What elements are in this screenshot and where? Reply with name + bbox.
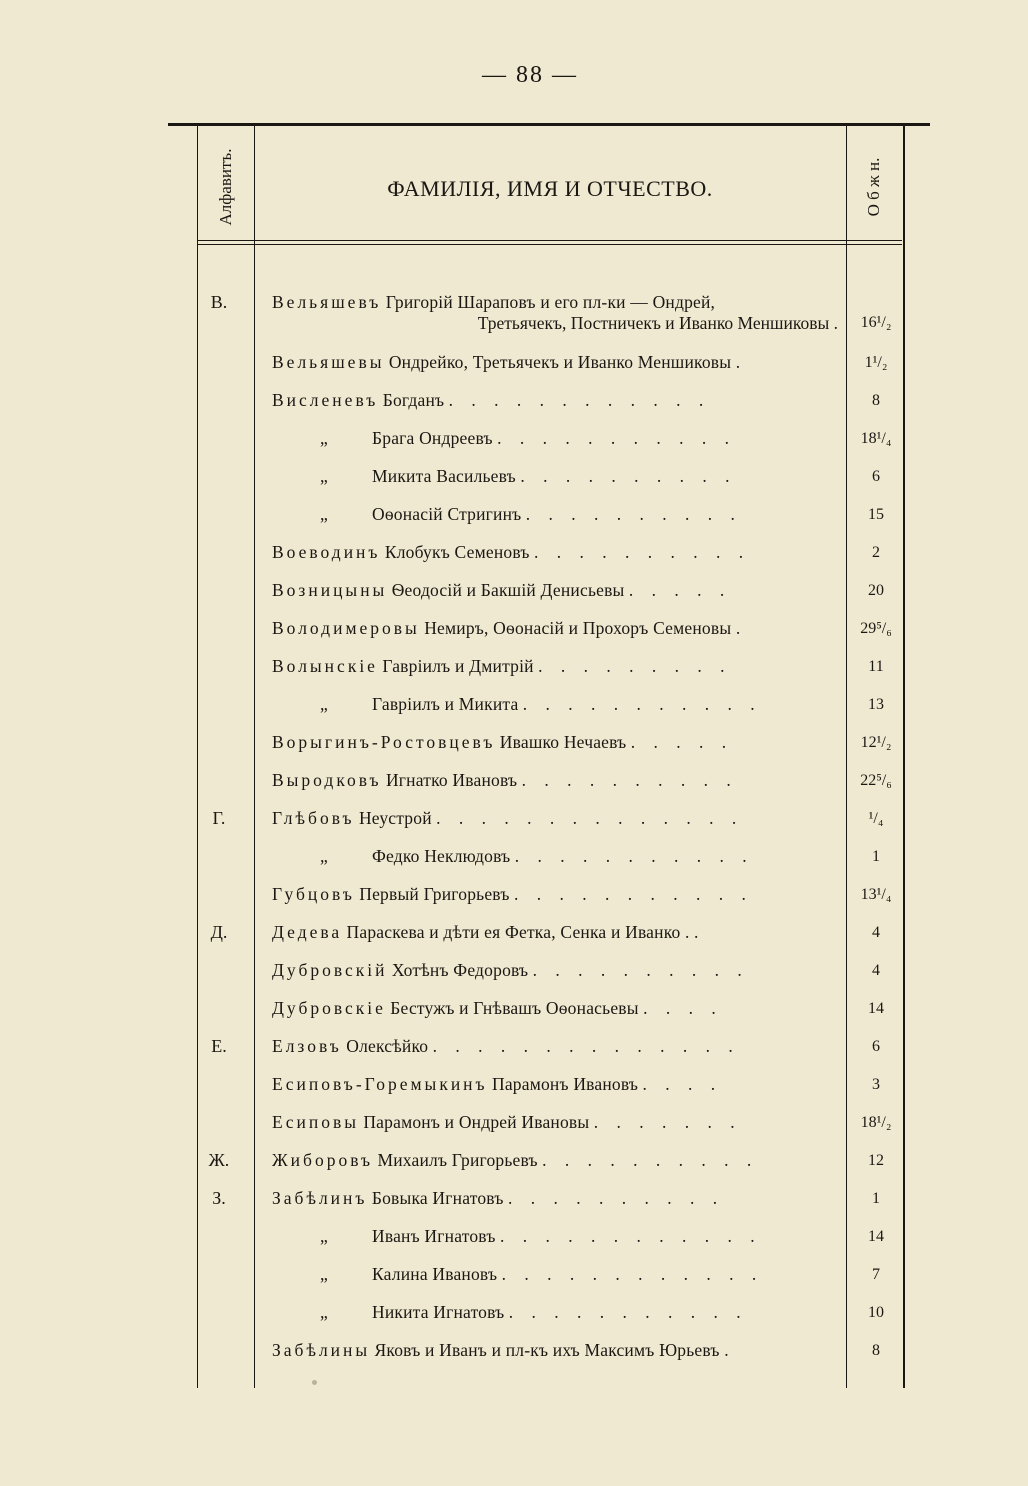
dot-leader: . . . . . [630, 732, 734, 752]
entry-text [272, 1112, 838, 1133]
obzh-value: 18¹/₄ [860, 430, 892, 447]
table-row [0, 1296, 1028, 1334]
dot-leader: . . . . . . . . . . [507, 1188, 725, 1208]
dot-leader: . . . . . . . . . . . . [501, 1264, 764, 1284]
obzh-value: 4 [872, 924, 880, 941]
obzh-value: 4 [872, 962, 880, 979]
ditto-mark: „ [320, 1302, 328, 1322]
table-row [0, 688, 1028, 726]
given-names: Гавріилъ и Дмитрій [382, 656, 534, 676]
entry-text [272, 580, 838, 601]
surname: Есиповы [272, 1112, 359, 1132]
table-row [0, 726, 1028, 764]
surname: Висленевъ [272, 390, 379, 410]
surname: Ворыгинъ-Ростовцевъ [272, 732, 496, 752]
surname: Дубровскій [272, 960, 388, 980]
obzh-value: 18¹/₂ [860, 1114, 892, 1131]
table-row [0, 498, 1028, 536]
table-row [0, 1220, 1028, 1258]
dot-leader: . . . . . . . . . . [520, 466, 737, 486]
entry-text [272, 618, 838, 639]
given-names: Первый Григорьевъ [359, 884, 510, 904]
entry-text [272, 542, 838, 563]
table-row [0, 992, 1028, 1030]
table-row [0, 612, 1028, 650]
dot-leader: . . . . . . . . . . . . . . [432, 1036, 740, 1056]
given-names: Григорій Шараповъ и его пл-ки — Ондрей, [385, 292, 716, 312]
ditto-mark: „ [320, 694, 328, 714]
obzh-value: 7 [872, 1266, 880, 1283]
dot-leader: . . . . . . . . . . [525, 504, 742, 524]
entry-text [320, 504, 838, 525]
given-names: Неустрой [358, 808, 432, 828]
entry-text [272, 770, 838, 791]
surname: Волынскіе [272, 656, 378, 676]
given-names: Олексѣйко [346, 1036, 429, 1056]
entry-text [272, 922, 838, 943]
surname: Губцовъ [272, 884, 355, 904]
given-names: Немиръ, Оѳонасій и Прохоръ Семеновы . [424, 618, 741, 638]
entry-text [272, 732, 838, 753]
given-names: Параскева и дѣти ея Фетка, Сенка и Иванко . [346, 922, 690, 942]
entry-text [272, 352, 838, 373]
surname: Жиборовъ [272, 1150, 374, 1170]
dot-leader: . . . . [643, 998, 723, 1018]
entry-text [272, 1150, 838, 1171]
given-names: Богданъ [382, 390, 445, 410]
entry-text [272, 390, 838, 411]
entry-text [272, 292, 838, 313]
dot-leader: . . . . . . . . . . . . [499, 1226, 762, 1246]
given-names: Федко Неклюдовъ [372, 846, 511, 866]
obzh-value: 8 [872, 392, 880, 409]
entry-text [320, 846, 838, 867]
given-names: Оѳонасій Стригинъ [372, 504, 522, 524]
table-row [0, 1258, 1028, 1296]
dot-leader: . . . . . . . . . . [532, 960, 749, 980]
entry-text [320, 694, 838, 715]
table-row [0, 1030, 1028, 1068]
table-row [0, 384, 1028, 422]
entry-text [272, 808, 838, 829]
dot-leader: . [694, 922, 706, 942]
given-names: Ѳеодосій и Бакшій Денисьевы [391, 580, 625, 600]
obzh-value: 14 [868, 1228, 884, 1245]
column-header-qty: О б ж н. [864, 157, 883, 217]
entry-text [272, 884, 838, 905]
entry-text [272, 960, 838, 981]
obzh-value: 6 [872, 468, 880, 485]
obzh-value: 20 [868, 582, 884, 599]
given-names: Михаилъ Григорьевъ [377, 1150, 538, 1170]
entry-text [320, 1264, 838, 1285]
entry-text [272, 1340, 838, 1361]
given-names: Брага Ондреевъ [372, 428, 493, 448]
obzh-value: 12 [868, 1152, 884, 1169]
table-row [0, 954, 1028, 992]
surname: Есиповъ-Горемыкинъ [272, 1074, 488, 1094]
given-names: Парамонъ Ивановъ [491, 1074, 639, 1094]
obzh-value: 12¹/₂ [860, 734, 892, 751]
obzh-value: 8 [872, 1342, 880, 1359]
obzh-value: 14 [868, 1000, 884, 1017]
dot-leader: . . . . . [628, 580, 732, 600]
surname: Выродковъ [272, 770, 382, 790]
table-row [0, 916, 1028, 954]
obzh-value: 1 [872, 848, 880, 865]
entry-text [272, 1036, 838, 1057]
table-row [0, 764, 1028, 802]
column-header-letter: Алфавитъ. [216, 148, 235, 226]
obzh-value: 16¹/₂ [860, 314, 892, 331]
dot-leader: . . . . . . . . . . [542, 1150, 759, 1170]
header-rule-top [197, 240, 902, 241]
ditto-mark: „ [320, 428, 328, 448]
alphabet-letter: Г. [212, 808, 226, 828]
ditto-mark: „ [320, 1226, 328, 1246]
dot-leader: . . . . . . . . . . [521, 770, 738, 790]
ditto-mark: „ [320, 846, 328, 866]
dot-leader: . . . . . . . . . . [534, 542, 751, 562]
surname: Воеводинъ [272, 542, 381, 562]
given-names: Яковъ и Иванъ и пл-къ ихъ Максимъ Юрьевъ . [374, 1340, 729, 1360]
surname: Возницыны [272, 580, 388, 600]
obzh-value: 13 [868, 696, 884, 713]
table-row [0, 1068, 1028, 1106]
alphabet-letter: Д. [210, 922, 228, 942]
surname: Елзовъ [272, 1036, 342, 1056]
given-names: Хотѣнъ Федоровъ [391, 960, 529, 980]
table-row [0, 1182, 1028, 1220]
table-row [0, 1144, 1028, 1182]
table-row [0, 346, 1028, 384]
given-names: Ивашко Нечаевъ [499, 732, 627, 752]
given-names: Микита Васильевъ [372, 466, 516, 486]
entry-continuation: Третьячекъ, Постничекъ и Иванко Меншиковы . [477, 313, 838, 333]
alphabet-letter: Е. [211, 1036, 227, 1056]
ditto-mark: „ [320, 1264, 328, 1284]
surname: Забѣлины [272, 1340, 371, 1360]
given-names: Бовыка Игнатовъ [371, 1188, 504, 1208]
surname: Дедева [272, 922, 343, 942]
surname: Глѣбовъ [272, 808, 355, 828]
page-number: — 88 — [482, 62, 578, 88]
dot-leader: . . . . . . . . . . . [514, 846, 754, 866]
surname: Забѣлинъ [272, 1188, 368, 1208]
dot-leader: . . . . . . . . . . . [497, 428, 737, 448]
table-row [0, 802, 1028, 840]
dot-leader: . . . . . . . . . . . . [448, 390, 711, 410]
table-top-rule [168, 123, 930, 126]
ditto-mark: „ [320, 504, 328, 524]
dot-leader: . . . . . . . [593, 1112, 742, 1132]
dot-leader: . . . . . . . . . . . [522, 694, 762, 714]
dot-leader: . . . . . . . . . . . . . . [436, 808, 744, 828]
given-names: Парамонъ и Ондрей Ивановы [363, 1112, 590, 1132]
surname: Вельяшевъ [272, 292, 382, 312]
dot-leader: . . . . [642, 1074, 723, 1094]
obzh-value: 2 [872, 544, 880, 561]
table-row [0, 460, 1028, 498]
alphabet-letter: В. [210, 292, 228, 312]
given-names: Игнатко Ивановъ [385, 770, 518, 790]
header-rule-bottom [197, 244, 902, 245]
obzh-value: 10 [868, 1304, 884, 1321]
obzh-value: 29⁵/₆ [860, 620, 892, 637]
given-names: Гавріилъ и Микита [372, 694, 519, 714]
table-row [0, 422, 1028, 460]
given-names: Клобукъ Семеновъ [384, 542, 530, 562]
entry-text [320, 466, 838, 487]
surname: Вельяшевы [272, 352, 385, 372]
entry-text [272, 998, 838, 1019]
table-row [0, 1106, 1028, 1144]
table-row [0, 286, 1028, 333]
entry-text [272, 1074, 838, 1095]
obzh-value: 15 [868, 506, 884, 523]
paper-spot [312, 1380, 317, 1385]
entry-text [272, 1188, 838, 1209]
obzh-value: 1 [872, 1190, 880, 1207]
dot-leader: . . . . . . . . . . . [508, 1302, 748, 1322]
given-names: Бестужъ и Гнѣвашъ Оѳонасьевы [390, 998, 639, 1018]
table-row [0, 840, 1028, 878]
table-row [0, 536, 1028, 574]
obzh-value: 3 [872, 1076, 880, 1093]
entry-text [320, 1226, 838, 1247]
dot-leader: . . . . . . . . . . . [513, 884, 753, 904]
entry-text [320, 428, 838, 449]
obzh-value: 13¹/₄ [860, 886, 892, 903]
obzh-value: 1¹/₂ [864, 354, 888, 371]
entry-text [320, 1302, 838, 1323]
obzh-value: 11 [868, 658, 884, 675]
given-names: Калина Ивановъ [372, 1264, 498, 1284]
alphabet-letter: Ж. [208, 1150, 230, 1170]
table-row [0, 650, 1028, 688]
given-names: Ондрейко, Третьячекъ и Иванко Меншиковы . [388, 352, 741, 372]
entry-text [272, 656, 838, 677]
given-names: Никита Игнатовъ [372, 1302, 505, 1322]
alphabet-letter: З. [212, 1188, 226, 1208]
ditto-mark: „ [320, 466, 328, 486]
dot-leader: . . . . . . . . . [538, 656, 732, 676]
obzh-value: 22⁵/₆ [860, 772, 892, 789]
table-row [0, 878, 1028, 916]
table-row [0, 574, 1028, 612]
obzh-value: ¹/₄ [868, 810, 884, 827]
given-names: Иванъ Игнатовъ [372, 1226, 496, 1246]
surname: Володимеровы [272, 618, 420, 638]
column-header-name: ФАМИЛІЯ, ИМЯ И ОТЧЕСТВО. [387, 176, 713, 201]
table-row [0, 1334, 1028, 1372]
surname: Дубровскіе [272, 998, 386, 1018]
obzh-value: 6 [872, 1038, 880, 1055]
